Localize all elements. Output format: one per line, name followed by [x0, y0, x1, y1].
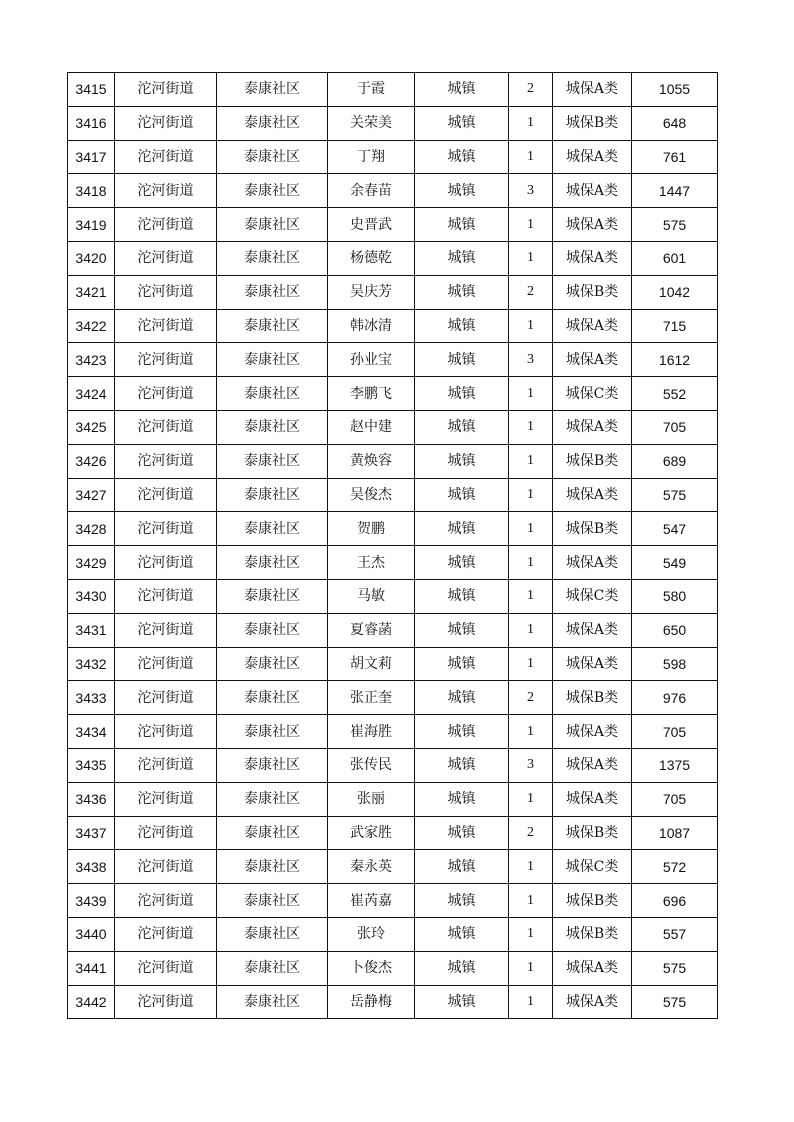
area-type-cell: 城镇 [415, 174, 509, 208]
row-number-cell: 3416 [68, 106, 115, 140]
household-count-cell: 1 [509, 951, 553, 985]
area-type-cell: 城镇 [415, 140, 509, 174]
category-cell: 城保A类 [553, 140, 632, 174]
name-cell: 崔海胜 [328, 715, 415, 749]
category-cell: 城保A类 [553, 546, 632, 580]
amount-cell: 598 [632, 647, 718, 681]
household-count-cell: 1 [509, 478, 553, 512]
category-cell: 城保C类 [553, 579, 632, 613]
amount-cell: 575 [632, 951, 718, 985]
area-type-cell: 城镇 [415, 613, 509, 647]
amount-cell: 705 [632, 410, 718, 444]
name-cell: 韩冰清 [328, 309, 415, 343]
category-cell: 城保A类 [553, 208, 632, 242]
name-cell: 王杰 [328, 546, 415, 580]
category-cell: 城保A类 [553, 309, 632, 343]
name-cell: 秦永英 [328, 850, 415, 884]
community-cell: 泰康社区 [217, 140, 328, 174]
street-cell: 沱河街道 [115, 478, 217, 512]
table-row [68, 444, 718, 478]
name-cell: 武家胜 [328, 816, 415, 850]
household-count-cell: 1 [509, 377, 553, 411]
name-cell: 赵中建 [328, 410, 415, 444]
street-cell: 沱河街道 [115, 106, 217, 140]
household-count-cell: 1 [509, 410, 553, 444]
community-cell: 泰康社区 [217, 106, 328, 140]
amount-cell: 1375 [632, 748, 718, 782]
area-type-cell: 城镇 [415, 985, 509, 1019]
street-cell: 沱河街道 [115, 174, 217, 208]
row-number-cell: 3425 [68, 410, 115, 444]
area-type-cell: 城镇 [415, 816, 509, 850]
household-count-cell: 1 [509, 140, 553, 174]
amount-cell: 1042 [632, 275, 718, 309]
street-cell: 沱河街道 [115, 647, 217, 681]
area-type-cell: 城镇 [415, 782, 509, 816]
street-cell: 沱河街道 [115, 579, 217, 613]
category-cell: 城保A类 [553, 951, 632, 985]
table-row [68, 546, 718, 580]
row-number-cell: 3420 [68, 241, 115, 275]
row-number-cell: 3430 [68, 579, 115, 613]
community-cell: 泰康社区 [217, 377, 328, 411]
household-count-cell: 1 [509, 444, 553, 478]
household-count-cell: 3 [509, 343, 553, 377]
household-count-cell: 1 [509, 309, 553, 343]
row-number-cell: 3436 [68, 782, 115, 816]
community-cell: 泰康社区 [217, 681, 328, 715]
area-type-cell: 城镇 [415, 208, 509, 242]
name-cell: 崔芮嘉 [328, 884, 415, 918]
name-cell: 马敏 [328, 579, 415, 613]
name-cell: 关荣美 [328, 106, 415, 140]
street-cell: 沱河街道 [115, 681, 217, 715]
amount-cell: 557 [632, 917, 718, 951]
amount-cell: 650 [632, 613, 718, 647]
community-cell: 泰康社区 [217, 208, 328, 242]
household-count-cell: 1 [509, 985, 553, 1019]
community-cell: 泰康社区 [217, 850, 328, 884]
name-cell: 张丽 [328, 782, 415, 816]
area-type-cell: 城镇 [415, 748, 509, 782]
amount-cell: 575 [632, 208, 718, 242]
area-type-cell: 城镇 [415, 241, 509, 275]
community-cell: 泰康社区 [217, 613, 328, 647]
amount-cell: 761 [632, 140, 718, 174]
category-cell: 城保B类 [553, 106, 632, 140]
row-number-cell: 3429 [68, 546, 115, 580]
community-cell: 泰康社区 [217, 73, 328, 107]
name-cell: 黄焕容 [328, 444, 415, 478]
community-cell: 泰康社区 [217, 985, 328, 1019]
category-cell: 城保B类 [553, 275, 632, 309]
category-cell: 城保A类 [553, 174, 632, 208]
area-type-cell: 城镇 [415, 715, 509, 749]
table-row [68, 613, 718, 647]
category-cell: 城保B类 [553, 884, 632, 918]
table-row [68, 951, 718, 985]
street-cell: 沱河街道 [115, 73, 217, 107]
area-type-cell: 城镇 [415, 579, 509, 613]
category-cell: 城保C类 [553, 377, 632, 411]
street-cell: 沱河街道 [115, 850, 217, 884]
name-cell: 张正奎 [328, 681, 415, 715]
table-row [68, 985, 718, 1019]
area-type-cell: 城镇 [415, 546, 509, 580]
area-type-cell: 城镇 [415, 512, 509, 546]
area-type-cell: 城镇 [415, 478, 509, 512]
table-row [68, 275, 718, 309]
community-cell: 泰康社区 [217, 579, 328, 613]
community-cell: 泰康社区 [217, 174, 328, 208]
street-cell: 沱河街道 [115, 444, 217, 478]
amount-cell: 580 [632, 579, 718, 613]
area-type-cell: 城镇 [415, 377, 509, 411]
name-cell: 孙业宝 [328, 343, 415, 377]
amount-cell: 1447 [632, 174, 718, 208]
name-cell: 张玲 [328, 917, 415, 951]
table-row [68, 715, 718, 749]
amount-cell: 648 [632, 106, 718, 140]
category-cell: 城保B类 [553, 512, 632, 546]
community-cell: 泰康社区 [217, 478, 328, 512]
table-row [68, 850, 718, 884]
row-number-cell: 3421 [68, 275, 115, 309]
community-cell: 泰康社区 [217, 647, 328, 681]
community-cell: 泰康社区 [217, 343, 328, 377]
name-cell: 史晋武 [328, 208, 415, 242]
category-cell: 城保A类 [553, 613, 632, 647]
table-row [68, 309, 718, 343]
area-type-cell: 城镇 [415, 444, 509, 478]
category-cell: 城保A类 [553, 478, 632, 512]
street-cell: 沱河街道 [115, 275, 217, 309]
street-cell: 沱河街道 [115, 377, 217, 411]
area-type-cell: 城镇 [415, 647, 509, 681]
category-cell: 城保B类 [553, 444, 632, 478]
amount-cell: 705 [632, 782, 718, 816]
table-row [68, 241, 718, 275]
row-number-cell: 3423 [68, 343, 115, 377]
household-count-cell: 2 [509, 681, 553, 715]
table-row [68, 343, 718, 377]
street-cell: 沱河街道 [115, 410, 217, 444]
category-cell: 城保A类 [553, 343, 632, 377]
household-count-cell: 1 [509, 241, 553, 275]
name-cell: 杨德乾 [328, 241, 415, 275]
amount-cell: 1087 [632, 816, 718, 850]
amount-cell: 575 [632, 985, 718, 1019]
amount-cell: 572 [632, 850, 718, 884]
amount-cell: 575 [632, 478, 718, 512]
street-cell: 沱河街道 [115, 985, 217, 1019]
community-cell: 泰康社区 [217, 309, 328, 343]
table-row [68, 478, 718, 512]
street-cell: 沱河街道 [115, 715, 217, 749]
name-cell: 胡文莉 [328, 647, 415, 681]
table-row [68, 377, 718, 411]
row-number-cell: 3418 [68, 174, 115, 208]
community-cell: 泰康社区 [217, 748, 328, 782]
table-row [68, 816, 718, 850]
category-cell: 城保A类 [553, 748, 632, 782]
table-row [68, 174, 718, 208]
area-type-cell: 城镇 [415, 884, 509, 918]
amount-cell: 705 [632, 715, 718, 749]
household-count-cell: 1 [509, 917, 553, 951]
row-number-cell: 3438 [68, 850, 115, 884]
table-row [68, 782, 718, 816]
category-cell: 城保C类 [553, 850, 632, 884]
name-cell: 贺鹏 [328, 512, 415, 546]
table-row [68, 106, 718, 140]
street-cell: 沱河街道 [115, 241, 217, 275]
category-cell: 城保A类 [553, 73, 632, 107]
community-cell: 泰康社区 [217, 951, 328, 985]
area-type-cell: 城镇 [415, 275, 509, 309]
household-count-cell: 1 [509, 715, 553, 749]
row-number-cell: 3437 [68, 816, 115, 850]
area-type-cell: 城镇 [415, 309, 509, 343]
table-row [68, 647, 718, 681]
row-number-cell: 3433 [68, 681, 115, 715]
table-row [68, 681, 718, 715]
household-count-cell: 1 [509, 512, 553, 546]
area-type-cell: 城镇 [415, 410, 509, 444]
community-cell: 泰康社区 [217, 715, 328, 749]
street-cell: 沱河街道 [115, 613, 217, 647]
household-count-cell: 1 [509, 782, 553, 816]
area-type-cell: 城镇 [415, 681, 509, 715]
amount-cell: 601 [632, 241, 718, 275]
area-type-cell: 城镇 [415, 951, 509, 985]
household-count-cell: 3 [509, 174, 553, 208]
community-cell: 泰康社区 [217, 241, 328, 275]
table-row [68, 917, 718, 951]
street-cell: 沱河街道 [115, 782, 217, 816]
amount-cell: 715 [632, 309, 718, 343]
row-number-cell: 3419 [68, 208, 115, 242]
area-type-cell: 城镇 [415, 917, 509, 951]
row-number-cell: 3415 [68, 73, 115, 107]
row-number-cell: 3417 [68, 140, 115, 174]
community-cell: 泰康社区 [217, 782, 328, 816]
household-count-cell: 1 [509, 208, 553, 242]
area-type-cell: 城镇 [415, 850, 509, 884]
name-cell: 李鹏飞 [328, 377, 415, 411]
row-number-cell: 3432 [68, 647, 115, 681]
table-row [68, 748, 718, 782]
street-cell: 沱河街道 [115, 309, 217, 343]
community-cell: 泰康社区 [217, 512, 328, 546]
household-count-cell: 1 [509, 884, 553, 918]
household-count-cell: 1 [509, 850, 553, 884]
amount-cell: 552 [632, 377, 718, 411]
row-number-cell: 3427 [68, 478, 115, 512]
household-count-cell: 1 [509, 647, 553, 681]
category-cell: 城保A类 [553, 647, 632, 681]
area-type-cell: 城镇 [415, 73, 509, 107]
table-row [68, 410, 718, 444]
household-count-cell: 2 [509, 73, 553, 107]
category-cell: 城保B类 [553, 917, 632, 951]
street-cell: 沱河街道 [115, 208, 217, 242]
street-cell: 沱河街道 [115, 951, 217, 985]
row-number-cell: 3440 [68, 917, 115, 951]
street-cell: 沱河街道 [115, 512, 217, 546]
row-number-cell: 3441 [68, 951, 115, 985]
category-cell: 城保A类 [553, 410, 632, 444]
household-count-cell: 2 [509, 275, 553, 309]
row-number-cell: 3431 [68, 613, 115, 647]
table-row [68, 140, 718, 174]
community-cell: 泰康社区 [217, 917, 328, 951]
amount-cell: 976 [632, 681, 718, 715]
community-cell: 泰康社区 [217, 546, 328, 580]
amount-cell: 1055 [632, 73, 718, 107]
row-number-cell: 3435 [68, 748, 115, 782]
row-number-cell: 3422 [68, 309, 115, 343]
name-cell: 于霞 [328, 73, 415, 107]
table-row [68, 73, 718, 107]
area-type-cell: 城镇 [415, 343, 509, 377]
street-cell: 沱河街道 [115, 546, 217, 580]
street-cell: 沱河街道 [115, 816, 217, 850]
community-cell: 泰康社区 [217, 410, 328, 444]
name-cell: 夏睿菡 [328, 613, 415, 647]
row-number-cell: 3439 [68, 884, 115, 918]
name-cell: 吴俊杰 [328, 478, 415, 512]
street-cell: 沱河街道 [115, 343, 217, 377]
community-cell: 泰康社区 [217, 884, 328, 918]
amount-cell: 1612 [632, 343, 718, 377]
amount-cell: 549 [632, 546, 718, 580]
table-body [68, 73, 718, 1019]
community-cell: 泰康社区 [217, 816, 328, 850]
amount-cell: 547 [632, 512, 718, 546]
row-number-cell: 3442 [68, 985, 115, 1019]
household-count-cell: 1 [509, 613, 553, 647]
category-cell: 城保A类 [553, 782, 632, 816]
benefit-roster-table [67, 72, 718, 1019]
street-cell: 沱河街道 [115, 917, 217, 951]
name-cell: 吴庆芳 [328, 275, 415, 309]
category-cell: 城保B类 [553, 816, 632, 850]
row-number-cell: 3434 [68, 715, 115, 749]
street-cell: 沱河街道 [115, 140, 217, 174]
table-row [68, 579, 718, 613]
community-cell: 泰康社区 [217, 444, 328, 478]
community-cell: 泰康社区 [217, 275, 328, 309]
table-row [68, 208, 718, 242]
street-cell: 沱河街道 [115, 748, 217, 782]
table-row [68, 884, 718, 918]
name-cell: 丁翔 [328, 140, 415, 174]
household-count-cell: 2 [509, 816, 553, 850]
name-cell: 岳静梅 [328, 985, 415, 1019]
amount-cell: 696 [632, 884, 718, 918]
amount-cell: 689 [632, 444, 718, 478]
category-cell: 城保A类 [553, 241, 632, 275]
street-cell: 沱河街道 [115, 884, 217, 918]
category-cell: 城保A类 [553, 985, 632, 1019]
row-number-cell: 3428 [68, 512, 115, 546]
name-cell: 卜俊杰 [328, 951, 415, 985]
name-cell: 余春苗 [328, 174, 415, 208]
household-count-cell: 1 [509, 579, 553, 613]
name-cell: 张传民 [328, 748, 415, 782]
row-number-cell: 3426 [68, 444, 115, 478]
table-row [68, 512, 718, 546]
row-number-cell: 3424 [68, 377, 115, 411]
household-count-cell: 3 [509, 748, 553, 782]
category-cell: 城保B类 [553, 681, 632, 715]
household-count-cell: 1 [509, 106, 553, 140]
household-count-cell: 1 [509, 546, 553, 580]
area-type-cell: 城镇 [415, 106, 509, 140]
category-cell: 城保A类 [553, 715, 632, 749]
